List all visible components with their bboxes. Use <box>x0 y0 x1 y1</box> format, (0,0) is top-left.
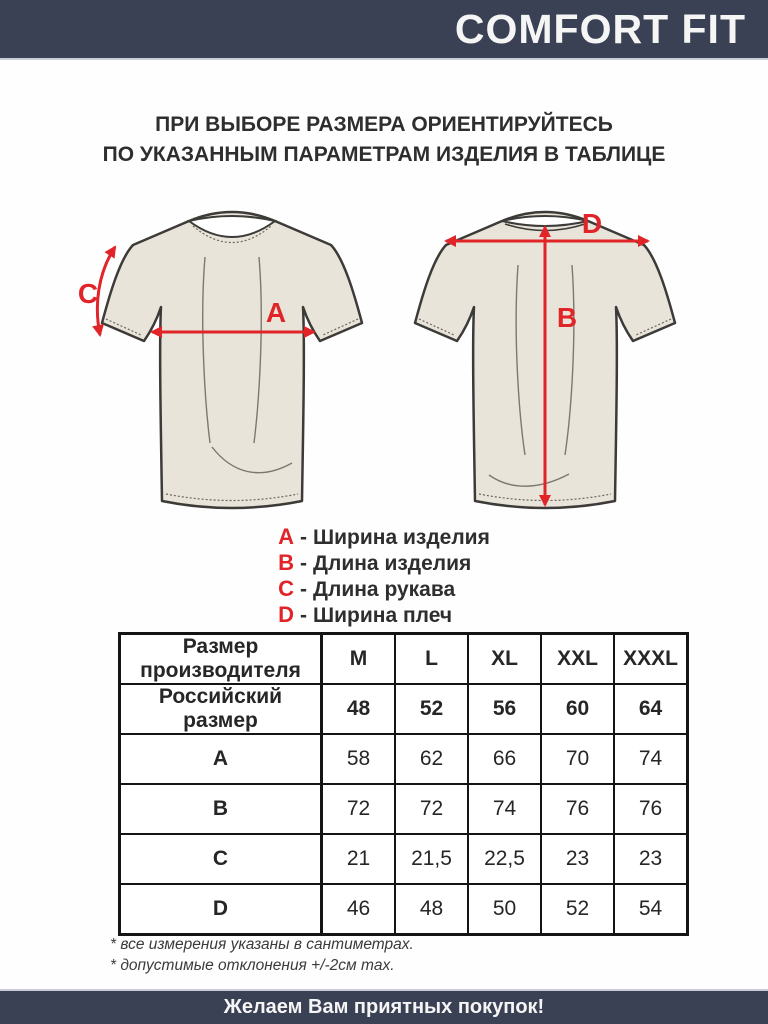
intro-line-2: ПО УКАЗАННЫМ ПАРАМЕТРАМ ИЗДЕЛИЯ В ТАБЛИЦЕ <box>102 143 666 166</box>
value-cell: 72 <box>395 784 468 834</box>
size-table <box>118 632 680 936</box>
value-cell: 70 <box>541 734 614 784</box>
value-cell: 76 <box>614 784 688 834</box>
row-key: A <box>120 734 322 784</box>
size-cell: XXL <box>541 634 614 685</box>
legend-item-b <box>278 550 490 576</box>
intro-line-1: ПРИ ВЫБОРЕ РАЗМЕРА ОРИЕНТИРУЙТЕСЬ <box>155 113 613 136</box>
value-cell: 66 <box>468 734 541 784</box>
legend-label: Длина рукава <box>313 578 456 601</box>
value-cell: 58 <box>322 734 396 784</box>
value-cell: 74 <box>614 734 688 784</box>
value-cell: 46 <box>322 884 396 935</box>
legend-item-a <box>278 524 490 550</box>
value-cell: 22,5 <box>468 834 541 884</box>
legend-key: A <box>278 524 295 549</box>
measurement-legend <box>0 524 768 628</box>
intro-heading <box>0 110 768 170</box>
table-row-measure-b <box>120 784 688 834</box>
value-cell: 52 <box>541 884 614 935</box>
footnote-units: * все измерения указаны в сантиметрах. <box>110 936 414 953</box>
table-row-russian-size <box>120 684 688 734</box>
table-row-measure-c <box>120 834 688 884</box>
size-cell: 60 <box>541 684 614 734</box>
size-cell: 48 <box>322 684 396 734</box>
footer-bar <box>0 989 768 1024</box>
legend-key: C <box>278 576 295 601</box>
row-label: Российский размер <box>120 684 322 734</box>
diagram-label-b: B <box>556 302 578 333</box>
legend-item-d <box>278 602 490 628</box>
row-key: C <box>120 834 322 884</box>
tshirt-back-drawing <box>415 208 675 508</box>
size-diagram <box>0 195 768 525</box>
tshirt-front-drawing <box>78 212 362 508</box>
size-cell: 64 <box>614 684 688 734</box>
size-cell: M <box>322 634 396 685</box>
value-cell: 76 <box>541 784 614 834</box>
row-key: B <box>120 784 322 834</box>
row-key: D <box>120 884 322 935</box>
value-cell: 23 <box>541 834 614 884</box>
legend-separator: - <box>300 526 308 549</box>
legend-label: Ширина плеч <box>313 604 453 627</box>
value-cell: 21 <box>322 834 396 884</box>
table-row-measure-d <box>120 884 688 935</box>
diagram-label-a: A <box>265 297 287 328</box>
legend-key: D <box>278 602 295 627</box>
legend-label: Длина изделия <box>313 552 472 575</box>
table-row-producer-size <box>120 634 688 685</box>
page-title: COMFORT FIT <box>454 6 746 52</box>
size-cell: 56 <box>468 684 541 734</box>
legend-separator: - <box>300 578 308 601</box>
value-cell: 48 <box>395 884 468 935</box>
row-label: Размер производителя <box>120 634 322 685</box>
footnotes <box>110 934 414 976</box>
value-cell: 72 <box>322 784 396 834</box>
header-bar <box>0 0 768 60</box>
footnote-tolerance: * допустимые отклонения +/-2см max. <box>110 957 395 974</box>
legend-separator: - <box>300 552 308 575</box>
legend-item-c <box>278 576 490 602</box>
legend-key: B <box>278 550 295 575</box>
diagram-label-c: C <box>77 278 99 309</box>
size-cell: XXXL <box>614 634 688 685</box>
footer-message: Желаем Вам приятных покупок! <box>223 996 545 1018</box>
value-cell: 54 <box>614 884 688 935</box>
size-cell: XL <box>468 634 541 685</box>
legend-label: Ширина изделия <box>313 526 490 549</box>
size-cell: L <box>395 634 468 685</box>
legend-separator: - <box>300 604 308 627</box>
value-cell: 62 <box>395 734 468 784</box>
table-row-measure-a <box>120 734 688 784</box>
value-cell: 21,5 <box>395 834 468 884</box>
size-cell: 52 <box>395 684 468 734</box>
diagram-label-d: D <box>581 208 603 239</box>
value-cell: 50 <box>468 884 541 935</box>
value-cell: 74 <box>468 784 541 834</box>
value-cell: 23 <box>614 834 688 884</box>
